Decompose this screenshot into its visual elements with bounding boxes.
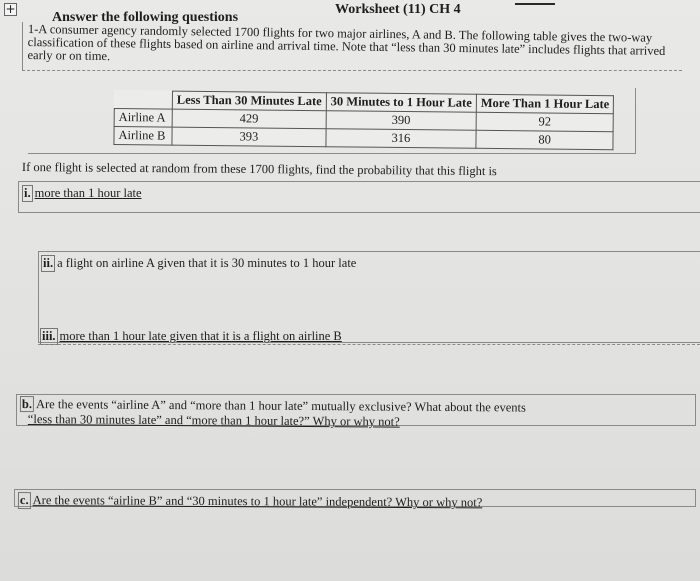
part-iii-number: iii. (42, 329, 56, 343)
row-label: Airline A (114, 109, 172, 128)
part-b-line1: Are the events “airline A” and “more than 1 hour late” mutually exclusive? What about the events (35, 397, 526, 415)
part-iii-label (40, 328, 342, 345)
part-c-text: Are the events “airline B” and “30 minutes to 1 hour late” independent? Why or why not? (32, 493, 483, 510)
part-i-text: more than 1 hour late (34, 186, 142, 200)
table-move-handle-icon[interactable]: + (5, 2, 16, 16)
part-b-line2: “less than 30 minutes late” and “more than 1 hour late?” Why or why not? (27, 412, 400, 429)
table-cell: 92 (476, 112, 614, 131)
table-cell: 429 (172, 109, 326, 129)
table-cell: 316 (326, 129, 476, 149)
row-label: Airline B (114, 127, 172, 146)
part-b-label (20, 396, 700, 431)
table-cell: 393 (172, 127, 326, 147)
column-header: Less Than 30 Minutes Late (172, 91, 326, 111)
part-iii-text: more than 1 hour late given that it is a flight on airline B (59, 329, 342, 343)
part-i-label (22, 185, 142, 202)
table-cell: 390 (326, 111, 476, 131)
part-c-number: c. (18, 492, 31, 509)
part-ii-text: a flight on airline A given that it is 30 minutes to 1 hour late (57, 256, 357, 270)
column-header: 30 Minutes to 1 Hour Late (326, 93, 476, 113)
section-heading: Answer the following questions (52, 10, 239, 25)
part-i-number: i. (24, 186, 31, 200)
divider (38, 344, 700, 345)
flights-table (113, 90, 614, 150)
part-ii-number: ii. (43, 256, 54, 270)
table-cell: 80 (476, 130, 614, 149)
top-edge-mark (515, 0, 555, 5)
part-b-number: b. (20, 396, 34, 412)
part-ii-label (41, 255, 356, 272)
part-c-label (18, 492, 482, 511)
question-prompt: If one flight is selected at random from these 1700 flights, find the probability that this flight is (21, 160, 497, 179)
column-header: More Than 1 Hour Late (476, 94, 614, 113)
intro-paragraph: 1-A consumer agency randomly selected 1700 flights for two major airlines, A and B. The following table gives the two-way classification of these flights based on airline and arrival time. Note that “less than 30 minutes late” includes flights that arrived early or on time. (27, 22, 666, 64)
divider (22, 70, 682, 71)
worksheet-title: Worksheet (11) CH 4 (335, 2, 461, 17)
table-corner-cell (114, 91, 172, 110)
